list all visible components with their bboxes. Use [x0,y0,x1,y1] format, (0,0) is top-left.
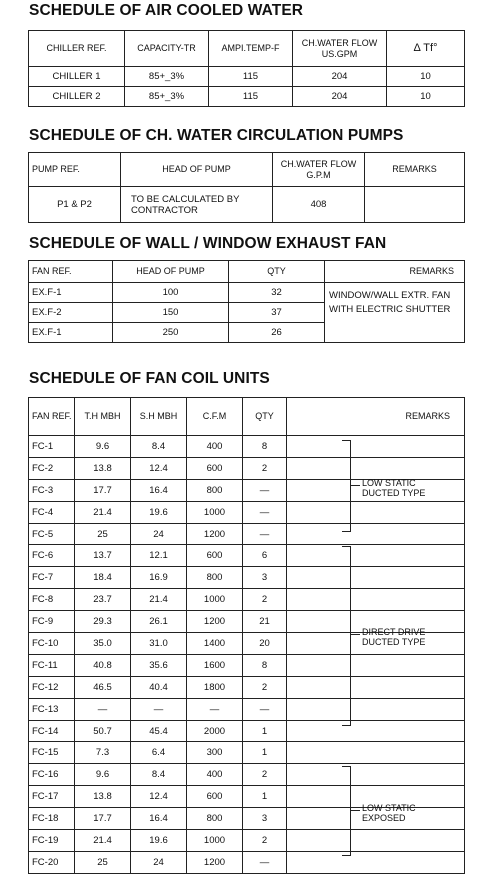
header-cell: REMARKS [325,261,465,283]
remark-text [362,478,425,498]
table-row [29,67,465,87]
table-row [29,187,465,223]
table-row [29,283,465,303]
table-cell: 250 [113,323,229,343]
table-cell: 8 [243,436,287,458]
table-cell: 40.4 [131,676,187,698]
table-cell: 9.6 [75,764,131,786]
header-cell: HEAD OF PUMP [113,261,229,283]
table-cell: 21 [243,611,287,633]
table-cell: 16.9 [131,567,187,589]
remarks-cell [287,720,465,742]
table-cell: 115 [209,87,293,107]
table-cell: 12.4 [131,457,187,479]
header-cell: HEAD OF PUMP [121,153,273,187]
table-cell: 204 [293,67,387,87]
table-cell: 300 [187,742,243,764]
table-cell: 115 [209,67,293,87]
table-cell: 2 [243,830,287,852]
table-row [29,851,465,873]
table-cell: 13.8 [75,786,131,808]
table-cell: — [243,479,287,501]
table-row [29,457,465,479]
remarks-cell [287,457,465,479]
table-cell: 1200 [187,611,243,633]
table-row [29,545,465,567]
header-cell: FAN REF. [29,398,75,436]
table-cell: 400 [187,436,243,458]
table-cell: — [243,523,287,545]
table-cell: 6.4 [131,742,187,764]
remarks-cell [287,698,465,720]
exhaust-title: SCHEDULE OF WALL / WINDOW EXHAUST FAN [29,235,387,252]
table-row [29,523,465,545]
table-cell: P1 & P2 [29,187,121,223]
table-cell: 1 [243,742,287,764]
table-cell: 100 [113,283,229,303]
remarks-cell [287,742,465,764]
table-cell: 1 [243,786,287,808]
table-cell: 16.4 [131,479,187,501]
table-cell: — [187,698,243,720]
table-cell: 408 [273,187,365,223]
table-cell: 1200 [187,523,243,545]
table-cell: 21.4 [75,830,131,852]
group-bracket [342,440,351,532]
table-cell: 50.7 [75,720,131,742]
group-bracket-tick [350,810,360,811]
table-cell: 24 [131,523,187,545]
remarks-cell [287,523,465,545]
header-cell: S.H MBH [131,398,187,436]
remark-line: LOW STATIC [362,803,416,813]
remarks-cell: WINDOW/WALL EXTR. FAN WITH ELECTRIC SHUTTER [325,283,465,343]
table-cell: 1000 [187,589,243,611]
table-row [29,87,465,107]
remarks-cell [287,436,465,458]
table-row [29,567,465,589]
table-cell: 6 [243,545,287,567]
header-cell: QTY [229,261,325,283]
table-row [29,436,465,458]
remarks-cell [287,676,465,698]
table-cell: 1200 [187,851,243,873]
header-cell: CH.WATER FLOW US.GPM [293,31,387,67]
remarks-cell [287,764,465,786]
table-cell: CHILLER 1 [29,67,125,87]
table-cell: — [75,698,131,720]
table-cell: 12.4 [131,786,187,808]
table-cell: — [243,698,287,720]
table-cell: FC-18 [29,808,75,830]
table-row [29,589,465,611]
table-cell: 1400 [187,633,243,655]
table-cell: 16.4 [131,808,187,830]
header-cell: AMPI.TEMP-F [209,31,293,67]
group-bracket-tick [350,634,360,635]
table-cell: 29.3 [75,611,131,633]
table-row [29,742,465,764]
table-cell: 800 [187,479,243,501]
table-cell: 8.4 [131,764,187,786]
table-cell: 1 [243,720,287,742]
table-cell: FC-4 [29,501,75,523]
table-cell: 10 [387,87,465,107]
table-cell: 25 [75,523,131,545]
table-cell: — [131,698,187,720]
table-cell: 8.4 [131,436,187,458]
table-cell: 600 [187,786,243,808]
group-bracket [342,546,351,726]
table-cell: 23.7 [75,589,131,611]
table-cell: TO BE CALCULATED BY CONTRACTOR [121,187,273,223]
table-cell: 13.7 [75,545,131,567]
header-cell: QTY [243,398,287,436]
table-cell: 85+_3% [125,87,209,107]
header-cell: FAN REF. [29,261,113,283]
table-cell: FC-14 [29,720,75,742]
remarks-cell [287,545,465,567]
remarks-cell [287,830,465,852]
pumps-table [28,152,465,223]
table-cell: 2 [243,457,287,479]
table-cell [365,187,465,223]
table-row [29,501,465,523]
table-cell: FC-3 [29,479,75,501]
table-cell: 9.6 [75,436,131,458]
table-cell: 17.7 [75,479,131,501]
air-cooled-title: SCHEDULE OF AIR COOLED WATER [29,2,304,19]
table-row [29,676,465,698]
remark-text [362,803,416,823]
group-bracket [342,766,351,856]
remark-line: DIRECT DRIVE [362,627,426,637]
table-cell: 25 [75,851,131,873]
table-cell: 35.0 [75,633,131,655]
table-cell: 35.6 [131,654,187,676]
table-cell: 2 [243,676,287,698]
table-cell: 800 [187,808,243,830]
table-cell: FC-2 [29,457,75,479]
table-cell: EX.F-1 [29,283,113,303]
header-cell: C.F.M [187,398,243,436]
remark-text [362,627,425,647]
header-cell: CAPACITY-TR [125,31,209,67]
table-cell: 800 [187,567,243,589]
remark-line: DUCTED TYPE [362,488,426,498]
table-cell: 8 [243,654,287,676]
table-cell: 46.5 [75,676,131,698]
table-row [29,830,465,852]
table-cell: FC-5 [29,523,75,545]
table-cell: 31.0 [131,633,187,655]
header-cell: T.H MBH [75,398,131,436]
table-cell: 24 [131,851,187,873]
remarks-cell [287,654,465,676]
pumps-title: SCHEDULE OF CH. WATER CIRCULATION PUMPS [29,127,404,144]
table-cell: 2 [243,589,287,611]
table-cell: 204 [293,87,387,107]
table-cell: FC-13 [29,698,75,720]
table-cell: 45.4 [131,720,187,742]
table-row [29,654,465,676]
table-cell: FC-17 [29,786,75,808]
air-cooled-table [28,30,465,107]
table-cell: 37 [229,303,325,323]
table-cell: FC-16 [29,764,75,786]
table-cell: FC-19 [29,830,75,852]
table-cell: 21.4 [75,501,131,523]
table-cell: 21.4 [131,589,187,611]
table-cell: 32 [229,283,325,303]
table-cell: CHILLER 2 [29,87,125,107]
remarks-cell [287,567,465,589]
table-cell: 40.8 [75,654,131,676]
table-cell: EX.F-2 [29,303,113,323]
table-cell: 1000 [187,501,243,523]
table-cell: 18.4 [75,567,131,589]
table-cell: FC-7 [29,567,75,589]
table-cell: — [243,851,287,873]
remarks-cell [287,851,465,873]
table-cell: 2000 [187,720,243,742]
table-cell: — [243,501,287,523]
table-row [29,698,465,720]
table-row [29,720,465,742]
table-cell: FC-10 [29,633,75,655]
table-cell: 12.1 [131,545,187,567]
table-cell: 10 [387,67,465,87]
table-cell: 2 [243,764,287,786]
header-cell: Δ Tf° [387,31,465,67]
table-cell: 3 [243,567,287,589]
table-cell: FC-9 [29,611,75,633]
table-cell: 3 [243,808,287,830]
header-cell: CH.WATER FLOW G.P.M [273,153,365,187]
table-cell: 7.3 [75,742,131,764]
table-cell: 85+_3% [125,67,209,87]
table-cell: FC-12 [29,676,75,698]
table-cell: 400 [187,764,243,786]
remarks-cell [287,501,465,523]
fcu-title: SCHEDULE OF FAN COIL UNITS [29,370,270,387]
table-cell: 19.6 [131,501,187,523]
table-cell: FC-15 [29,742,75,764]
table-cell: 1800 [187,676,243,698]
header-cell: PUMP REF. [29,153,121,187]
remark-line: DUCTED TYPE [362,637,426,647]
table-cell: 19.6 [131,830,187,852]
table-cell: 600 [187,545,243,567]
table-cell: FC-1 [29,436,75,458]
table-cell: 1600 [187,654,243,676]
header-cell: REMARKS [287,398,465,436]
table-cell: FC-11 [29,654,75,676]
table-cell: 13.8 [75,457,131,479]
table-cell: 17.7 [75,808,131,830]
table-cell: FC-6 [29,545,75,567]
table-cell: 26.1 [131,611,187,633]
table-cell: 150 [113,303,229,323]
header-cell: CHILLER REF. [29,31,125,67]
group-bracket-tick [350,485,360,486]
remarks-cell [287,589,465,611]
table-row [29,764,465,786]
header-cell: REMARKS [365,153,465,187]
table-cell: FC-8 [29,589,75,611]
table-cell: 600 [187,457,243,479]
remark-line: EXPOSED [362,813,406,823]
table-cell: 1000 [187,830,243,852]
table-cell: 26 [229,323,325,343]
table-cell: EX.F-1 [29,323,113,343]
remark-line: LOW STATIC [362,478,416,488]
table-cell: FC-20 [29,851,75,873]
exhaust-table [28,260,465,343]
table-cell: 20 [243,633,287,655]
